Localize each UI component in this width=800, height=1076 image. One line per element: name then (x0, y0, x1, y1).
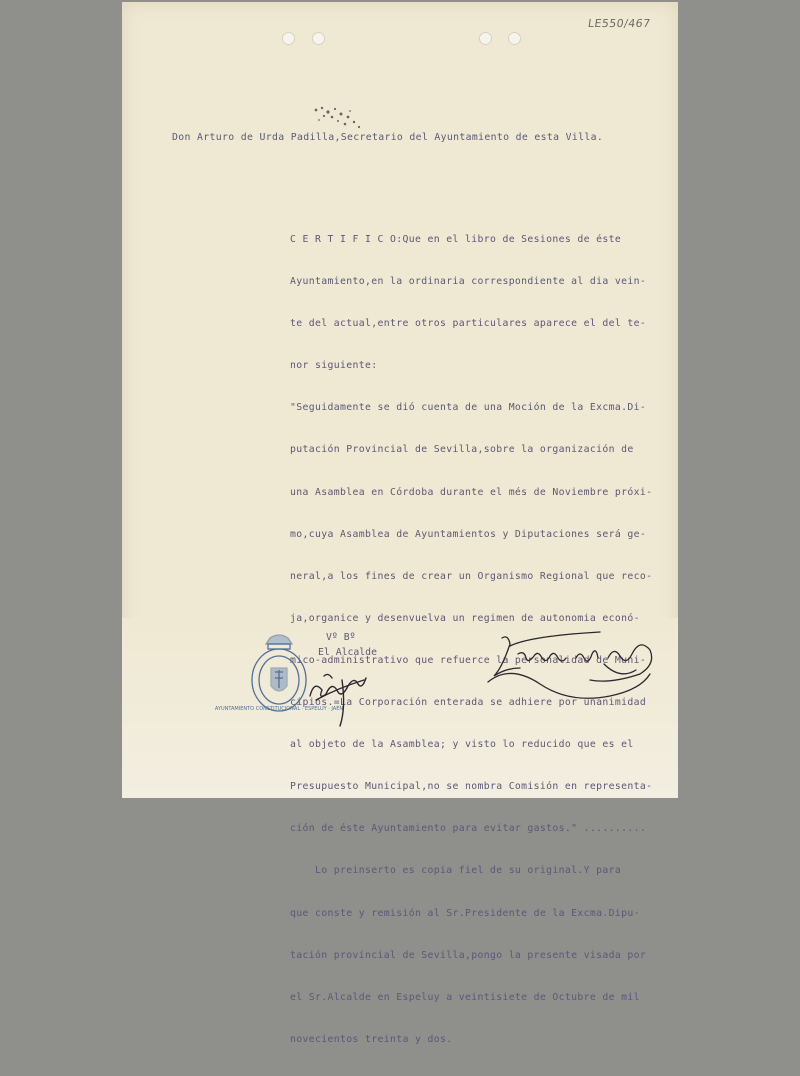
body-line: tación provincial de Sevilla,pongo la presente visada por (290, 949, 647, 961)
punch-hole (479, 32, 492, 45)
visado-line: Vº Bº (326, 632, 356, 643)
document-sheet (122, 2, 678, 1045)
body-line: putación Provincial de Sevilla,sobre la organización de (290, 444, 634, 456)
punch-hole (282, 32, 295, 45)
body-line: el Sr.Alcalde en Espeluy a veintisiete de Octubre de mil (290, 991, 640, 1003)
punch-hole (508, 32, 521, 45)
mayor-signature (302, 650, 372, 730)
secretary-signature (480, 624, 660, 714)
punch-hole (312, 32, 325, 45)
body-line: mo,cuya Asamblea de Ayuntamientos y Diputaciones será ge- (290, 528, 647, 540)
body-line: cipios.=La Corporación enterada se adhiere por unanimidad (290, 697, 647, 709)
header-line: Don Arturo de Urda Padilla,Secretario del Ayuntamiento de esta Villa. (172, 132, 604, 143)
archive-reference: LE550/467 (587, 17, 652, 30)
body-line: te del actual,entre otros particulares aparece el del te- (290, 318, 647, 330)
body-line: "Seguidamente se dió cuenta de una Moción de la Excma.Di- (290, 402, 647, 414)
mayor-label: El Alcalde (318, 647, 377, 658)
seal-text: AYUNTAMIENTO CONSTITUCIONAL · ESPELUY · JAÉN (214, 706, 344, 712)
body-line: novecientos treinta y dos. (290, 1033, 453, 1045)
body-line: ja,organice y desenvuelva un regimen de autonomia econó- (290, 612, 640, 624)
body-line: que conste y remisión al Sr.Presidente de la Excma.Dipu- (290, 907, 640, 919)
body-line: mico-administrativo que refuerce la personalidad de Muni- (290, 654, 647, 666)
body-line: Ayuntamiento,en la ordinaria correspondiente al dia vein- (290, 276, 647, 288)
body-line: Presupuesto Municipal,no se nombra Comisión en representa- (290, 781, 653, 793)
body-line: una Asamblea en Córdoba durante el més de Noviembre próxi- (290, 486, 653, 498)
body-line: Lo preinserto es copia fiel de su original.Y para (290, 865, 622, 877)
body-line: al objeto de la Asamblea; y visto lo reducido que es el (290, 739, 634, 751)
body-line: ción de éste Ayuntamiento para evitar gastos." .......... (290, 823, 647, 835)
body-line: neral,a los fines de crear un Organismo Regional que reco- (290, 570, 653, 582)
body-line: C E R T I F I C O:Que en el libro de Sesiones de éste (290, 234, 622, 245)
body-line: nor siguiente: (290, 360, 378, 372)
